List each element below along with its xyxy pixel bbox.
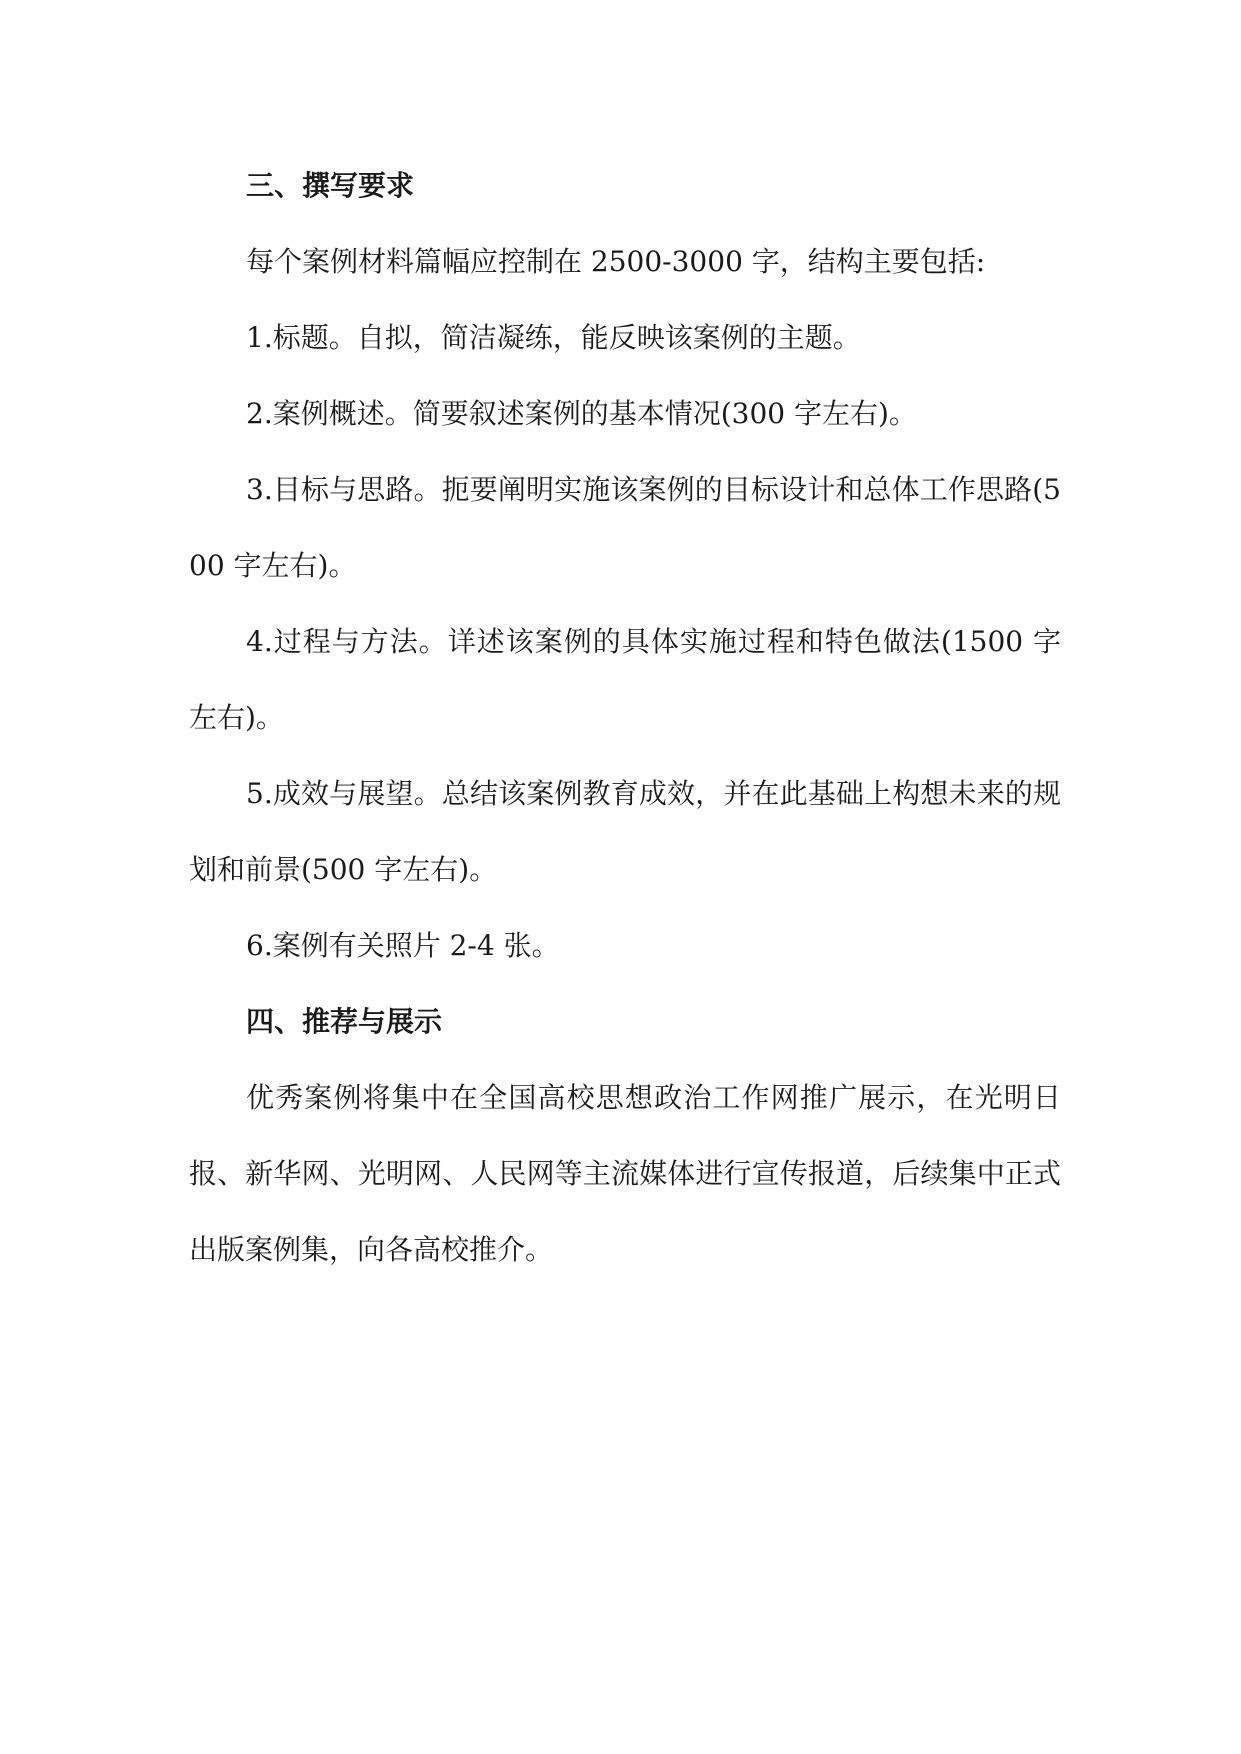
document-body bbox=[189, 148, 1061, 1288]
requirement-item-4: 4.过程与方法。详述该案例的具体实施过程和特色做法(1500 字左右)。 bbox=[189, 625, 1061, 734]
requirement-item-3: 3.目标与思路。扼要阐明实施该案例的目标设计和总体工作思路(500 字左右)。 bbox=[189, 473, 1061, 582]
requirement-item-2: 2.案例概述。简要叙述案例的基本情况(300 字左右)。 bbox=[246, 397, 917, 430]
section-3-intro: 每个案例材料篇幅应控制在 2500-3000 字，结构主要包括: bbox=[246, 245, 986, 278]
section-4-heading: 四、推荐与展示 bbox=[246, 1005, 443, 1038]
section-4-body: 优秀案例将集中在全国高校思想政治工作网推广展示，在光明日报、新华网、光明网、人民网等主流媒体进行宣传报道，后续集中正式出版案例集，向各高校推介。 bbox=[189, 1081, 1061, 1266]
requirement-item-5: 5.成效与展望。总结该案例教育成效，并在此基础上构想未来的规划和前景(500 字左右)。 bbox=[189, 777, 1061, 886]
requirement-item-6: 6.案例有关照片 2-4 张。 bbox=[246, 929, 560, 962]
requirement-item-1: 1.标题。自拟，简洁凝练，能反映该案例的主题。 bbox=[246, 321, 861, 354]
section-3-heading: 三、撰写要求 bbox=[246, 169, 415, 202]
